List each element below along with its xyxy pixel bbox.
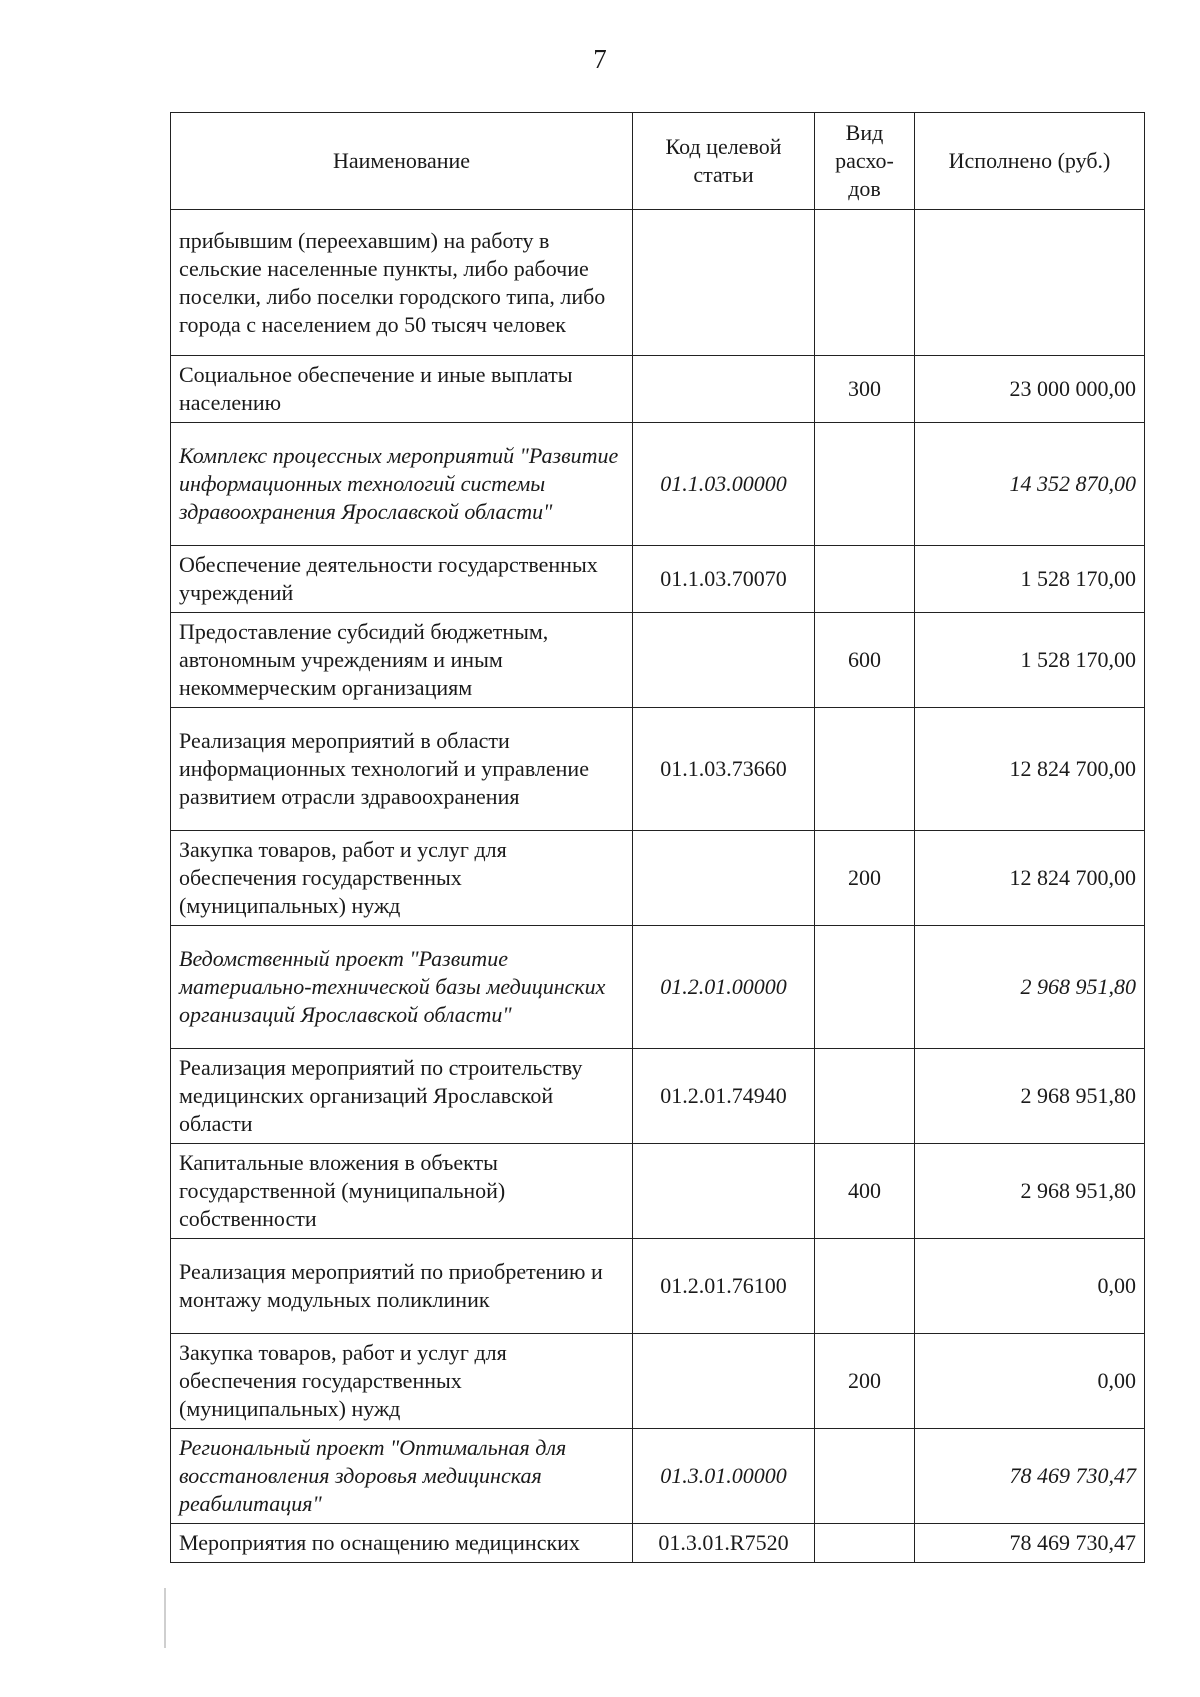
table-row	[171, 1144, 1145, 1239]
row-type	[815, 708, 915, 831]
table-row	[171, 831, 1145, 926]
row-code: 01.2.01.00000	[633, 926, 815, 1049]
table-row	[171, 1524, 1145, 1563]
table-row	[171, 546, 1145, 613]
row-type: 200	[815, 831, 915, 926]
row-amount: 2 968 951,80	[915, 1049, 1145, 1144]
row-type: 600	[815, 613, 915, 708]
table-row	[171, 613, 1145, 708]
row-amount: 78 469 730,47	[915, 1429, 1145, 1524]
row-amount: 12 824 700,00	[915, 708, 1145, 831]
row-type: 300	[815, 356, 915, 423]
row-name: Реализация мероприятий в области информационных технологий и управление развитием отрасли здравоохранения	[171, 708, 633, 831]
row-amount: 78 469 730,47	[915, 1524, 1145, 1563]
row-code: 01.2.01.76100	[633, 1239, 815, 1334]
header-amount: Исполнено (руб.)	[915, 113, 1145, 210]
row-amount: 14 352 870,00	[915, 423, 1145, 546]
row-name: Региональный проект "Оптимальная для восстановления здоровья медицинская реабилитация"	[171, 1429, 633, 1524]
row-code	[633, 210, 815, 356]
row-name: Реализация мероприятий по строительству медицинских организаций Ярославской области	[171, 1049, 633, 1144]
row-code: 01.1.03.70070	[633, 546, 815, 613]
row-code	[633, 613, 815, 708]
row-name: Предоставление субсидий бюджетным, автономным учреждениям и иным некоммерческим организациям	[171, 613, 633, 708]
row-code	[633, 1144, 815, 1239]
row-name: Закупка товаров, работ и услуг для обеспечения государственных (муниципальных) нужд	[171, 831, 633, 926]
scan-margin-mark	[164, 1588, 166, 1648]
row-type: 400	[815, 1144, 915, 1239]
row-code	[633, 1334, 815, 1429]
row-name: Закупка товаров, работ и услуг для обеспечения государственных (муниципальных) нужд	[171, 1334, 633, 1429]
row-name: Комплекс процессных мероприятий "Развитие информационных технологий системы здравоохранения Ярославской области"	[171, 423, 633, 546]
row-type	[815, 1429, 915, 1524]
row-amount	[915, 210, 1145, 356]
row-amount: 12 824 700,00	[915, 831, 1145, 926]
row-amount: 0,00	[915, 1239, 1145, 1334]
row-code: 01.3.01.00000	[633, 1429, 815, 1524]
table-row	[171, 210, 1145, 356]
header-code: Код целевой статьи	[633, 113, 815, 210]
table-body	[171, 210, 1145, 1563]
row-type	[815, 1049, 915, 1144]
row-name: Социальное обеспечение и иные выплаты населению	[171, 356, 633, 423]
row-type	[815, 423, 915, 546]
table-row	[171, 926, 1145, 1049]
budget-execution-table	[170, 112, 1145, 1563]
row-amount: 2 968 951,80	[915, 1144, 1145, 1239]
table-row	[171, 1049, 1145, 1144]
row-name: Мероприятия по оснащению медицинских	[171, 1524, 633, 1563]
row-code	[633, 831, 815, 926]
row-name: Ведомственный проект "Развитие материально-технической базы медицинских организаций Ярославской области"	[171, 926, 633, 1049]
row-code: 01.2.01.74940	[633, 1049, 815, 1144]
row-amount: 1 528 170,00	[915, 613, 1145, 708]
table-row	[171, 423, 1145, 546]
table-row	[171, 1334, 1145, 1429]
row-code	[633, 356, 815, 423]
row-type	[815, 926, 915, 1049]
table-row	[171, 708, 1145, 831]
header-name: Наименование	[171, 113, 633, 210]
row-name: Реализация мероприятий по приобретению и монтажу модульных поликлиник	[171, 1239, 633, 1334]
table-row	[171, 1429, 1145, 1524]
row-amount: 0,00	[915, 1334, 1145, 1429]
header-type: Вид расхо-дов	[815, 113, 915, 210]
table-row	[171, 356, 1145, 423]
row-type	[815, 546, 915, 613]
page-number: 7	[593, 44, 607, 74]
row-amount: 23 000 000,00	[915, 356, 1145, 423]
row-type	[815, 1239, 915, 1334]
row-name: Капитальные вложения в объекты государственной (муниципальной) собственности	[171, 1144, 633, 1239]
row-amount: 1 528 170,00	[915, 546, 1145, 613]
row-type	[815, 1524, 915, 1563]
row-name: Обеспечение деятельности государственных учреждений	[171, 546, 633, 613]
table-row	[171, 1239, 1145, 1334]
row-code: 01.3.01.R7520	[633, 1524, 815, 1563]
row-code: 01.1.03.73660	[633, 708, 815, 831]
row-type: 200	[815, 1334, 915, 1429]
row-amount: 2 968 951,80	[915, 926, 1145, 1049]
table-header-row	[171, 113, 1145, 210]
row-type	[815, 210, 915, 356]
row-name: прибывшим (переехавшим) на работу в сельские населенные пункты, либо рабочие поселки, либо поселки городского типа, либо города с населением до 50 тысяч человек	[171, 210, 633, 356]
row-code: 01.1.03.00000	[633, 423, 815, 546]
